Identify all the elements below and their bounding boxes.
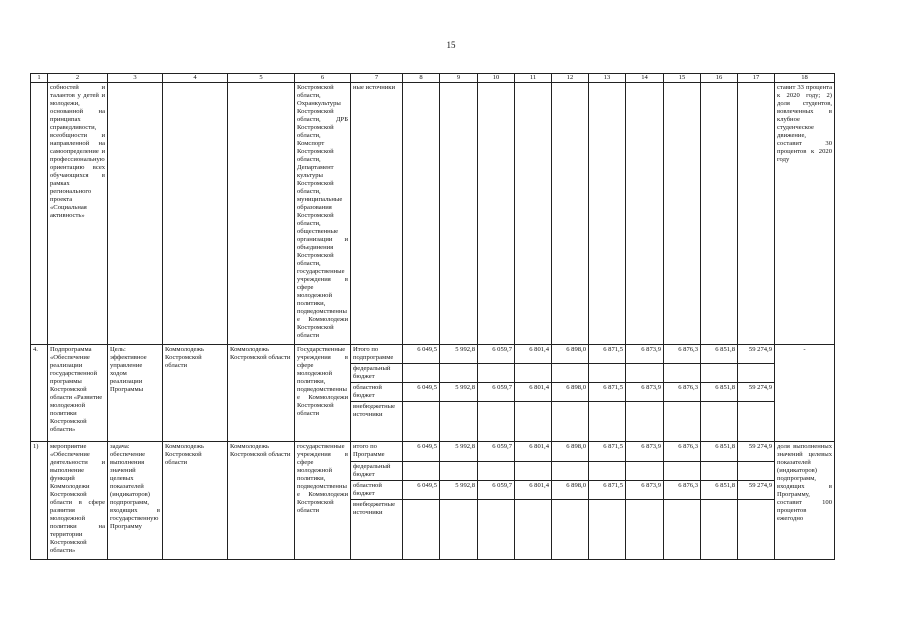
value-cell: 5 992,8 xyxy=(440,345,478,364)
value-cell: 6 876,3 xyxy=(664,383,701,402)
header-cell: 12 xyxy=(552,74,589,83)
indicator-cell: доля выполненных значений целевых показателей (индикаторов) подпрограмм, входящих в Программу, составит 100 процентов ежегодно xyxy=(775,442,835,560)
value-cell xyxy=(589,364,626,383)
goal-cell xyxy=(108,83,163,345)
header-cell: 18 xyxy=(775,74,835,83)
row-number-cell: 1) xyxy=(31,442,48,560)
value-cell: 6 871,5 xyxy=(589,481,626,500)
value-cell: 6 059,7 xyxy=(478,383,515,402)
value-cell xyxy=(440,83,478,345)
header-cell: 2 xyxy=(48,74,108,83)
goal-cell: Цель: эффективное управление ходом реализации Программы xyxy=(108,345,163,442)
row-number-cell: 4. xyxy=(31,345,48,442)
participants-cell: Костромской области, Охранкультуры Костромской области, ДРБ Костромской области, Комспорт Костромской области, Департамент культуры Костромской области, муниципальные образования Костромской области, общественные организации и объединения Костромской области, государственные учреждения в сфере молодежной политики, подведомственные Коммолодежи Костромской области xyxy=(295,83,351,345)
participants-cell: Государственные учреждения в сфере молодежной политики, подведомственные Коммолодежи Костромской области xyxy=(295,345,351,442)
value-cell: 6 049,5 xyxy=(403,481,440,500)
value-cell: 5 992,8 xyxy=(440,442,478,462)
goal-cell: задача: обеспечение выполнения значений целевых показателей (индикаторов) подпрограмм, входящих в государственную Программу xyxy=(108,442,163,560)
value-cell xyxy=(552,402,589,442)
value-cell xyxy=(552,500,589,560)
indicator-cell: - xyxy=(775,345,835,442)
funding-source-cell: внебюджетные источники xyxy=(351,402,403,442)
value-cell: 6 871,5 xyxy=(589,345,626,364)
value-cell: 6 873,9 xyxy=(626,442,664,462)
header-cell: 14 xyxy=(626,74,664,83)
header-cell: 17 xyxy=(738,74,775,83)
funding-source-cell: Итого по подпрограмме xyxy=(351,345,403,364)
header-cell: 9 xyxy=(440,74,478,83)
value-cell: 6 851,8 xyxy=(701,442,738,462)
coexecutor-cell: Коммолодежь Костромской области xyxy=(228,442,295,560)
value-cell: 6 049,5 xyxy=(403,383,440,402)
value-cell xyxy=(626,402,664,442)
value-cell xyxy=(440,500,478,560)
value-cell xyxy=(738,402,775,442)
header-cell: 7 xyxy=(351,74,403,83)
value-cell xyxy=(701,462,738,481)
value-cell: 59 274,9 xyxy=(738,481,775,500)
value-cell xyxy=(626,462,664,481)
funding-source-cell: областной бюджет xyxy=(351,383,403,402)
value-cell: 6 059,7 xyxy=(478,481,515,500)
page-number: 15 xyxy=(446,40,456,50)
value-cell xyxy=(664,364,701,383)
value-cell xyxy=(515,462,552,481)
value-cell xyxy=(515,83,552,345)
name-cell: собностей и талантов у детей и молодежи, основанной на принципах справедливости, всеобщности и направленной на самоопределение и профессиональную ориентацию всех обучающихся в рамках регионального проекта «Социальная активность» xyxy=(48,83,108,345)
value-cell: 6 049,5 xyxy=(403,345,440,364)
value-cell xyxy=(589,83,626,345)
value-cell xyxy=(478,462,515,481)
value-cell xyxy=(738,83,775,345)
value-cell xyxy=(515,402,552,442)
value-cell: 6 898,0 xyxy=(552,481,589,500)
value-cell xyxy=(403,402,440,442)
header-row xyxy=(31,74,835,83)
funding-source-cell: ные источники xyxy=(351,83,403,345)
value-cell xyxy=(626,83,664,345)
value-cell xyxy=(478,364,515,383)
value-cell xyxy=(664,83,701,345)
value-cell xyxy=(403,500,440,560)
value-cell xyxy=(515,364,552,383)
indicator-cell: ставит 33 процента к 2020 году; 2) доля студентов, вовлеченных в клубное студенческое движение, составит 30 процентов к 2020 году xyxy=(775,83,835,345)
funding-source-cell: областной бюджет xyxy=(351,481,403,500)
value-cell: 6 059,7 xyxy=(478,442,515,462)
value-cell: 6 851,8 xyxy=(701,383,738,402)
value-cell: 6 871,5 xyxy=(589,383,626,402)
program-table xyxy=(30,73,835,560)
header-cell: 10 xyxy=(478,74,515,83)
funding-source-cell: итого по Программе xyxy=(351,442,403,462)
value-cell xyxy=(403,83,440,345)
table-row xyxy=(31,345,835,364)
value-cell: 6 801,4 xyxy=(515,442,552,462)
header-cell: 15 xyxy=(664,74,701,83)
value-cell: 6 873,9 xyxy=(626,345,664,364)
value-cell: 6 801,4 xyxy=(515,345,552,364)
funding-source-cell: внебюджетные источники xyxy=(351,500,403,560)
value-cell: 6 876,3 xyxy=(664,442,701,462)
value-cell xyxy=(515,500,552,560)
value-cell xyxy=(589,462,626,481)
value-cell: 6 873,9 xyxy=(626,383,664,402)
header-cell: 8 xyxy=(403,74,440,83)
value-cell: 6 059,7 xyxy=(478,345,515,364)
header-cell: 11 xyxy=(515,74,552,83)
value-cell xyxy=(738,500,775,560)
value-cell xyxy=(552,364,589,383)
value-cell xyxy=(701,500,738,560)
value-cell: 6 876,3 xyxy=(664,345,701,364)
value-cell xyxy=(440,462,478,481)
value-cell xyxy=(403,364,440,383)
value-cell: 5 992,8 xyxy=(440,383,478,402)
value-cell: 5 992,8 xyxy=(440,481,478,500)
value-cell xyxy=(589,500,626,560)
value-cell xyxy=(478,500,515,560)
header-cell: 1 xyxy=(31,74,48,83)
value-cell: 6 898,0 xyxy=(552,383,589,402)
value-cell xyxy=(701,364,738,383)
value-cell xyxy=(664,500,701,560)
funding-source-cell: федеральный бюджет xyxy=(351,364,403,383)
value-cell xyxy=(552,462,589,481)
value-cell: 59 274,9 xyxy=(738,442,775,462)
value-cell: 6 801,4 xyxy=(515,481,552,500)
value-cell: 6 049,5 xyxy=(403,442,440,462)
value-cell xyxy=(440,364,478,383)
header-cell: 6 xyxy=(295,74,351,83)
value-cell xyxy=(664,402,701,442)
participants-cell: государственные учреждения в сфере молодежной политики, подведомственные Коммолодежи Костромской области xyxy=(295,442,351,560)
value-cell: 6 801,4 xyxy=(515,383,552,402)
value-cell xyxy=(664,462,701,481)
value-cell xyxy=(626,500,664,560)
funding-source-cell: федеральный бюджет xyxy=(351,462,403,481)
value-cell xyxy=(738,364,775,383)
value-cell: 59 274,9 xyxy=(738,345,775,364)
value-cell xyxy=(626,364,664,383)
header-cell: 16 xyxy=(701,74,738,83)
table-row xyxy=(31,83,835,345)
table-row xyxy=(31,442,835,462)
header-cell: 5 xyxy=(228,74,295,83)
value-cell xyxy=(403,462,440,481)
value-cell xyxy=(552,83,589,345)
name-cell: Подпрограмма «Обеспечение реализации государственной программы Костромской области «Развитие молодежной политики Костромской области» xyxy=(48,345,108,442)
value-cell xyxy=(478,402,515,442)
value-cell xyxy=(440,402,478,442)
value-cell: 6 871,5 xyxy=(589,442,626,462)
value-cell: 6 898,0 xyxy=(552,345,589,364)
value-cell: 6 851,8 xyxy=(701,345,738,364)
header-cell: 13 xyxy=(589,74,626,83)
coexecutor-cell xyxy=(228,83,295,345)
value-cell xyxy=(701,402,738,442)
responsible-cell: Коммолодежь Костромской области xyxy=(163,442,228,560)
value-cell xyxy=(589,402,626,442)
value-cell: 6 898,0 xyxy=(552,442,589,462)
name-cell: мероприятие «Обеспечение деятельности и выполнение функций Коммолодежи Костромской области в сфере развития молодежной политики на территории Костромской области» xyxy=(48,442,108,560)
value-cell xyxy=(701,83,738,345)
header-cell: 4 xyxy=(163,74,228,83)
coexecutor-cell: Коммолодежь Костромской области xyxy=(228,345,295,442)
value-cell: 59 274,9 xyxy=(738,383,775,402)
header-cell: 3 xyxy=(108,74,163,83)
value-cell: 6 851,8 xyxy=(701,481,738,500)
responsible-cell: Коммолодежь Костромской области xyxy=(163,345,228,442)
value-cell: 6 873,9 xyxy=(626,481,664,500)
row-number-cell xyxy=(31,83,48,345)
value-cell: 6 876,3 xyxy=(664,481,701,500)
value-cell xyxy=(478,83,515,345)
responsible-cell xyxy=(163,83,228,345)
value-cell xyxy=(738,462,775,481)
